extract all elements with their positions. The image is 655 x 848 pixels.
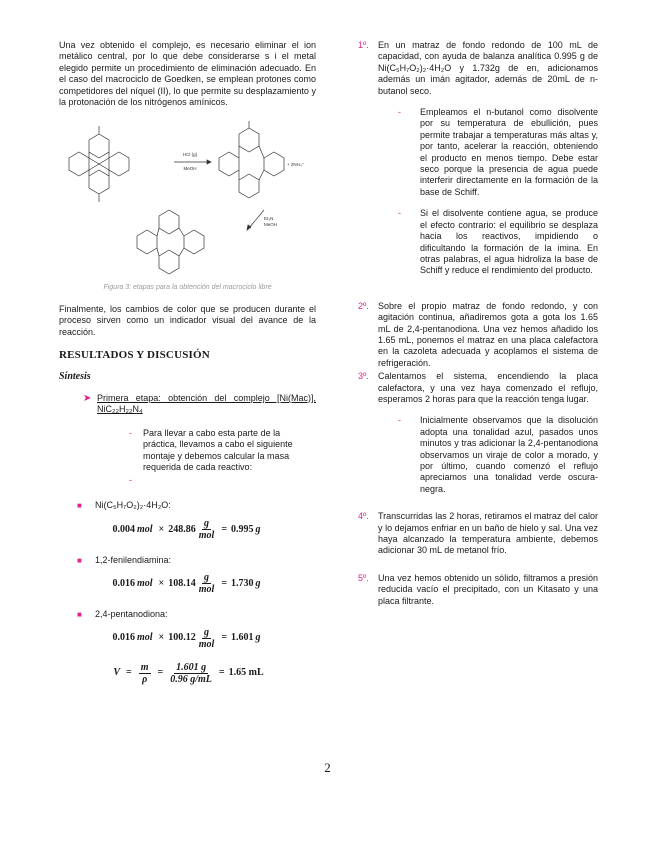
- side-product-label: + 2NH₄⁺: [287, 162, 305, 168]
- nickel-complex-structure: [69, 126, 129, 202]
- step-1-note: [398, 208, 598, 276]
- reaction-scheme-svg: [59, 118, 316, 278]
- eq-unit: mol: [136, 577, 153, 589]
- dash-bullet-icon: -: [398, 107, 401, 118]
- equals-symbol: =: [218, 667, 225, 679]
- reagent-label: 2,4-pentanodiona:: [95, 609, 168, 620]
- note-text: Si el disolvente contiene agua, se produce el efecto contrario: el equilibrio se desplaza hacia los reactivos, impidiendo o dificultando la formación de la imina. En otras palabras, el agua hidroliza la base de Schiff y reduce el rendimiento del producto.: [420, 208, 598, 276]
- step-1: [358, 40, 598, 97]
- step-text: Transcurridas las 2 horas, retiramos el matraz del calor y lo dejamos enfriar en un baño de hielo y sal. Una vez haya alcanzado la temperatura ambiente, debemos adicionar 30 mL de metanol frío.: [378, 511, 598, 556]
- eq-molar-mass: 100.12: [168, 632, 196, 644]
- equals-symbol: =: [221, 577, 228, 589]
- step-text: Una vez hemos obtenido un sólido, filtramos a presión reducida vacío el precipitado, con un Kitasato y una placa filtrante.: [378, 572, 598, 606]
- dash-bullet-icon: -: [398, 208, 401, 219]
- step-3-note: [398, 415, 598, 495]
- eq-frac-num: g: [204, 572, 210, 584]
- eq-result-unit: g: [255, 577, 261, 589]
- eq-qty: 0.004: [112, 523, 135, 535]
- reagent-label: Ni(C₅H₇O₂)₂·4H₂O:: [95, 500, 171, 511]
- vol-frac-num: 1.601 g: [176, 661, 207, 673]
- figure-caption: Figura 3: etapas para la obtención del macrociclo libre: [103, 284, 272, 292]
- intermediate-structure: [219, 121, 284, 198]
- times-symbol: ×: [158, 523, 165, 535]
- reagent-bottom-label: MeOH: [183, 166, 197, 172]
- equals-symbol: =: [221, 523, 228, 535]
- page-number: 2: [324, 760, 331, 775]
- step-5: [358, 573, 598, 607]
- vol-lhs: V: [113, 667, 121, 679]
- eq-unit: mol: [136, 523, 153, 535]
- eq-qty: 0.016: [112, 632, 135, 644]
- eq-frac-den: mol: [198, 529, 215, 541]
- eq-result: 1.730: [231, 577, 254, 589]
- dash-bullet-icon: -: [398, 415, 401, 426]
- volume-equation: [59, 662, 316, 685]
- intro-paragraph: Una vez obtenido el complejo, es necesario eliminar el ion metálico central, por lo que debe considerarse s i el metal elegido permite un procedimiento de eliminación adecuado. En el caso del macrociclo de Goedken, se emplean protones como competidores del níquel (II), lo que permite su desplazamiento y la protonación de los nitrógenos amínicos.: [59, 40, 316, 108]
- empty-dash-bullet-icon: -: [129, 475, 132, 486]
- equals-symbol: =: [157, 667, 164, 679]
- step-number: 2º.: [358, 300, 369, 311]
- reagent-item: [77, 555, 316, 566]
- note-text: Inicialmente observamos que la disolución adopta una tonalidad azul, pasados unos minutos y tras adicionar la 2,4-pentanodiona observamos un viraje de color a morado, y por último, cuando comenzó el reflujo apreciamos una tonalidad verde oscura-negra.: [420, 415, 598, 494]
- eq-molar-mass: 108.14: [168, 577, 196, 589]
- dash-bullet-icon: -: [129, 427, 132, 438]
- step-number: 1º.: [358, 40, 369, 50]
- equals-symbol: =: [221, 632, 228, 644]
- eq-fraction: [199, 627, 215, 650]
- eq-molar-mass: 248.86: [168, 523, 196, 535]
- reagent-equation: [59, 518, 316, 541]
- step-number: 3º.: [358, 371, 369, 382]
- reaction-scheme-figure: [59, 118, 316, 278]
- left-column: [59, 40, 316, 685]
- eq-frac-num: g: [204, 517, 210, 529]
- eq-result: 1.601: [231, 632, 254, 644]
- reagent-item: [77, 500, 316, 511]
- reagent-equation: [59, 627, 316, 650]
- reagent2-bottom-label: MeOH: [264, 222, 278, 228]
- note-text: Empleamos el n-butanol como disolvente por su temperatura de ebullición, pues permite trabajar a temperaturas más altas y, por tanto, acelerar la reacción, obteniendo el producto en menos tiempo. Debe estar seco porque la presencia de agua puede interferir directamente en la formación de la base de Schiff.: [420, 107, 598, 197]
- eq-result-unit: g: [255, 523, 261, 535]
- vol-frac-values: [170, 662, 212, 685]
- eq-frac-num: g: [204, 626, 210, 638]
- square-bullet-icon: ■: [77, 555, 82, 565]
- vol-result: 1.65 mL: [228, 667, 264, 679]
- reagent-label: 1,2-fenilendiamina:: [95, 554, 172, 565]
- step-1-note: [398, 107, 598, 198]
- free-macrocycle-structure: [137, 210, 204, 274]
- eq-frac-den: mol: [198, 584, 215, 596]
- final-paragraph: Finalmente, los cambios de color que se producen durante el proceso sirven como un indicador visual del avance de la reacción.: [59, 303, 316, 337]
- stage-title: Primera etapa: obtención del complejo [Ni(Mac)], NiC₂₂H₂₂N₄: [97, 392, 316, 415]
- vol-frac-rho: ρ: [142, 673, 148, 685]
- step-2: [358, 301, 598, 369]
- eq-result-unit: g: [255, 632, 261, 644]
- step-4: [358, 511, 598, 557]
- eq-unit: mol: [136, 632, 153, 644]
- reagent2-top-label: Et₃N: [264, 216, 274, 222]
- step-text: Calentamos el sistema, encendiendo la placa calefactora, y una vez haya comenzado el reflujo, esperamos 2 horas para que la reacción tenga lugar.: [378, 371, 598, 404]
- square-bullet-icon: ■: [77, 501, 82, 511]
- right-column: [358, 40, 598, 617]
- vol-frac-den: 0.96 g/mL: [170, 673, 212, 685]
- eq-result: 0.995: [231, 523, 254, 535]
- eq-fraction: [199, 572, 215, 595]
- step-3: [358, 371, 598, 405]
- stage-text-item: [129, 428, 316, 474]
- eq-qty: 0.016: [112, 577, 135, 589]
- step-text: Sobre el propio matraz de fondo redondo, y con agitación continua, añadiremos gota a gota los 1.65 mL de 2,4-pentanodiona. Una vez hemos añadido los 1.65 mL, ponemos el matraz en una placa calefactora en la cazoleta adecuada y acoplamos el sistema de refrigeración.: [378, 300, 598, 368]
- vol-frac-m-rho: [139, 662, 151, 685]
- square-bullet-icon: ■: [77, 610, 82, 620]
- reagent-item: [77, 609, 316, 620]
- section-title: RESULTADOS Y DISCUSIÓN: [59, 349, 210, 362]
- eq-frac-den: mol: [198, 638, 215, 650]
- eq-fraction: [199, 518, 215, 541]
- reagent-top-label: HCl (g): [182, 152, 198, 158]
- vol-frac-m: m: [140, 661, 149, 673]
- step-number: 5º.: [358, 572, 369, 583]
- equals-symbol: =: [126, 667, 132, 679]
- arrow-bullet-icon: ➤: [83, 392, 92, 404]
- times-symbol: ×: [158, 577, 165, 589]
- step-number: 4º.: [358, 511, 369, 522]
- stage-item: [83, 393, 316, 416]
- subsection-title: Síntesis: [59, 371, 91, 383]
- reagent-equation: [59, 572, 316, 595]
- stage-text: Para llevar a cabo esta parte de la práctica, llevamos a cabo el siguiente montaje y debemos calcular la masa requerida de cada reactivo:: [143, 427, 293, 472]
- step-text: En un matraz de fondo redondo de 100 mL de capacidad, con ayuda de balanza analítica 0.995 g de Ni(C₅H₇O₂)₂·4H₂O y 1.732g de en, adicionamos además un imán agitador, además de 20mL de n-butanol seco.: [378, 40, 598, 96]
- times-symbol: ×: [158, 632, 165, 644]
